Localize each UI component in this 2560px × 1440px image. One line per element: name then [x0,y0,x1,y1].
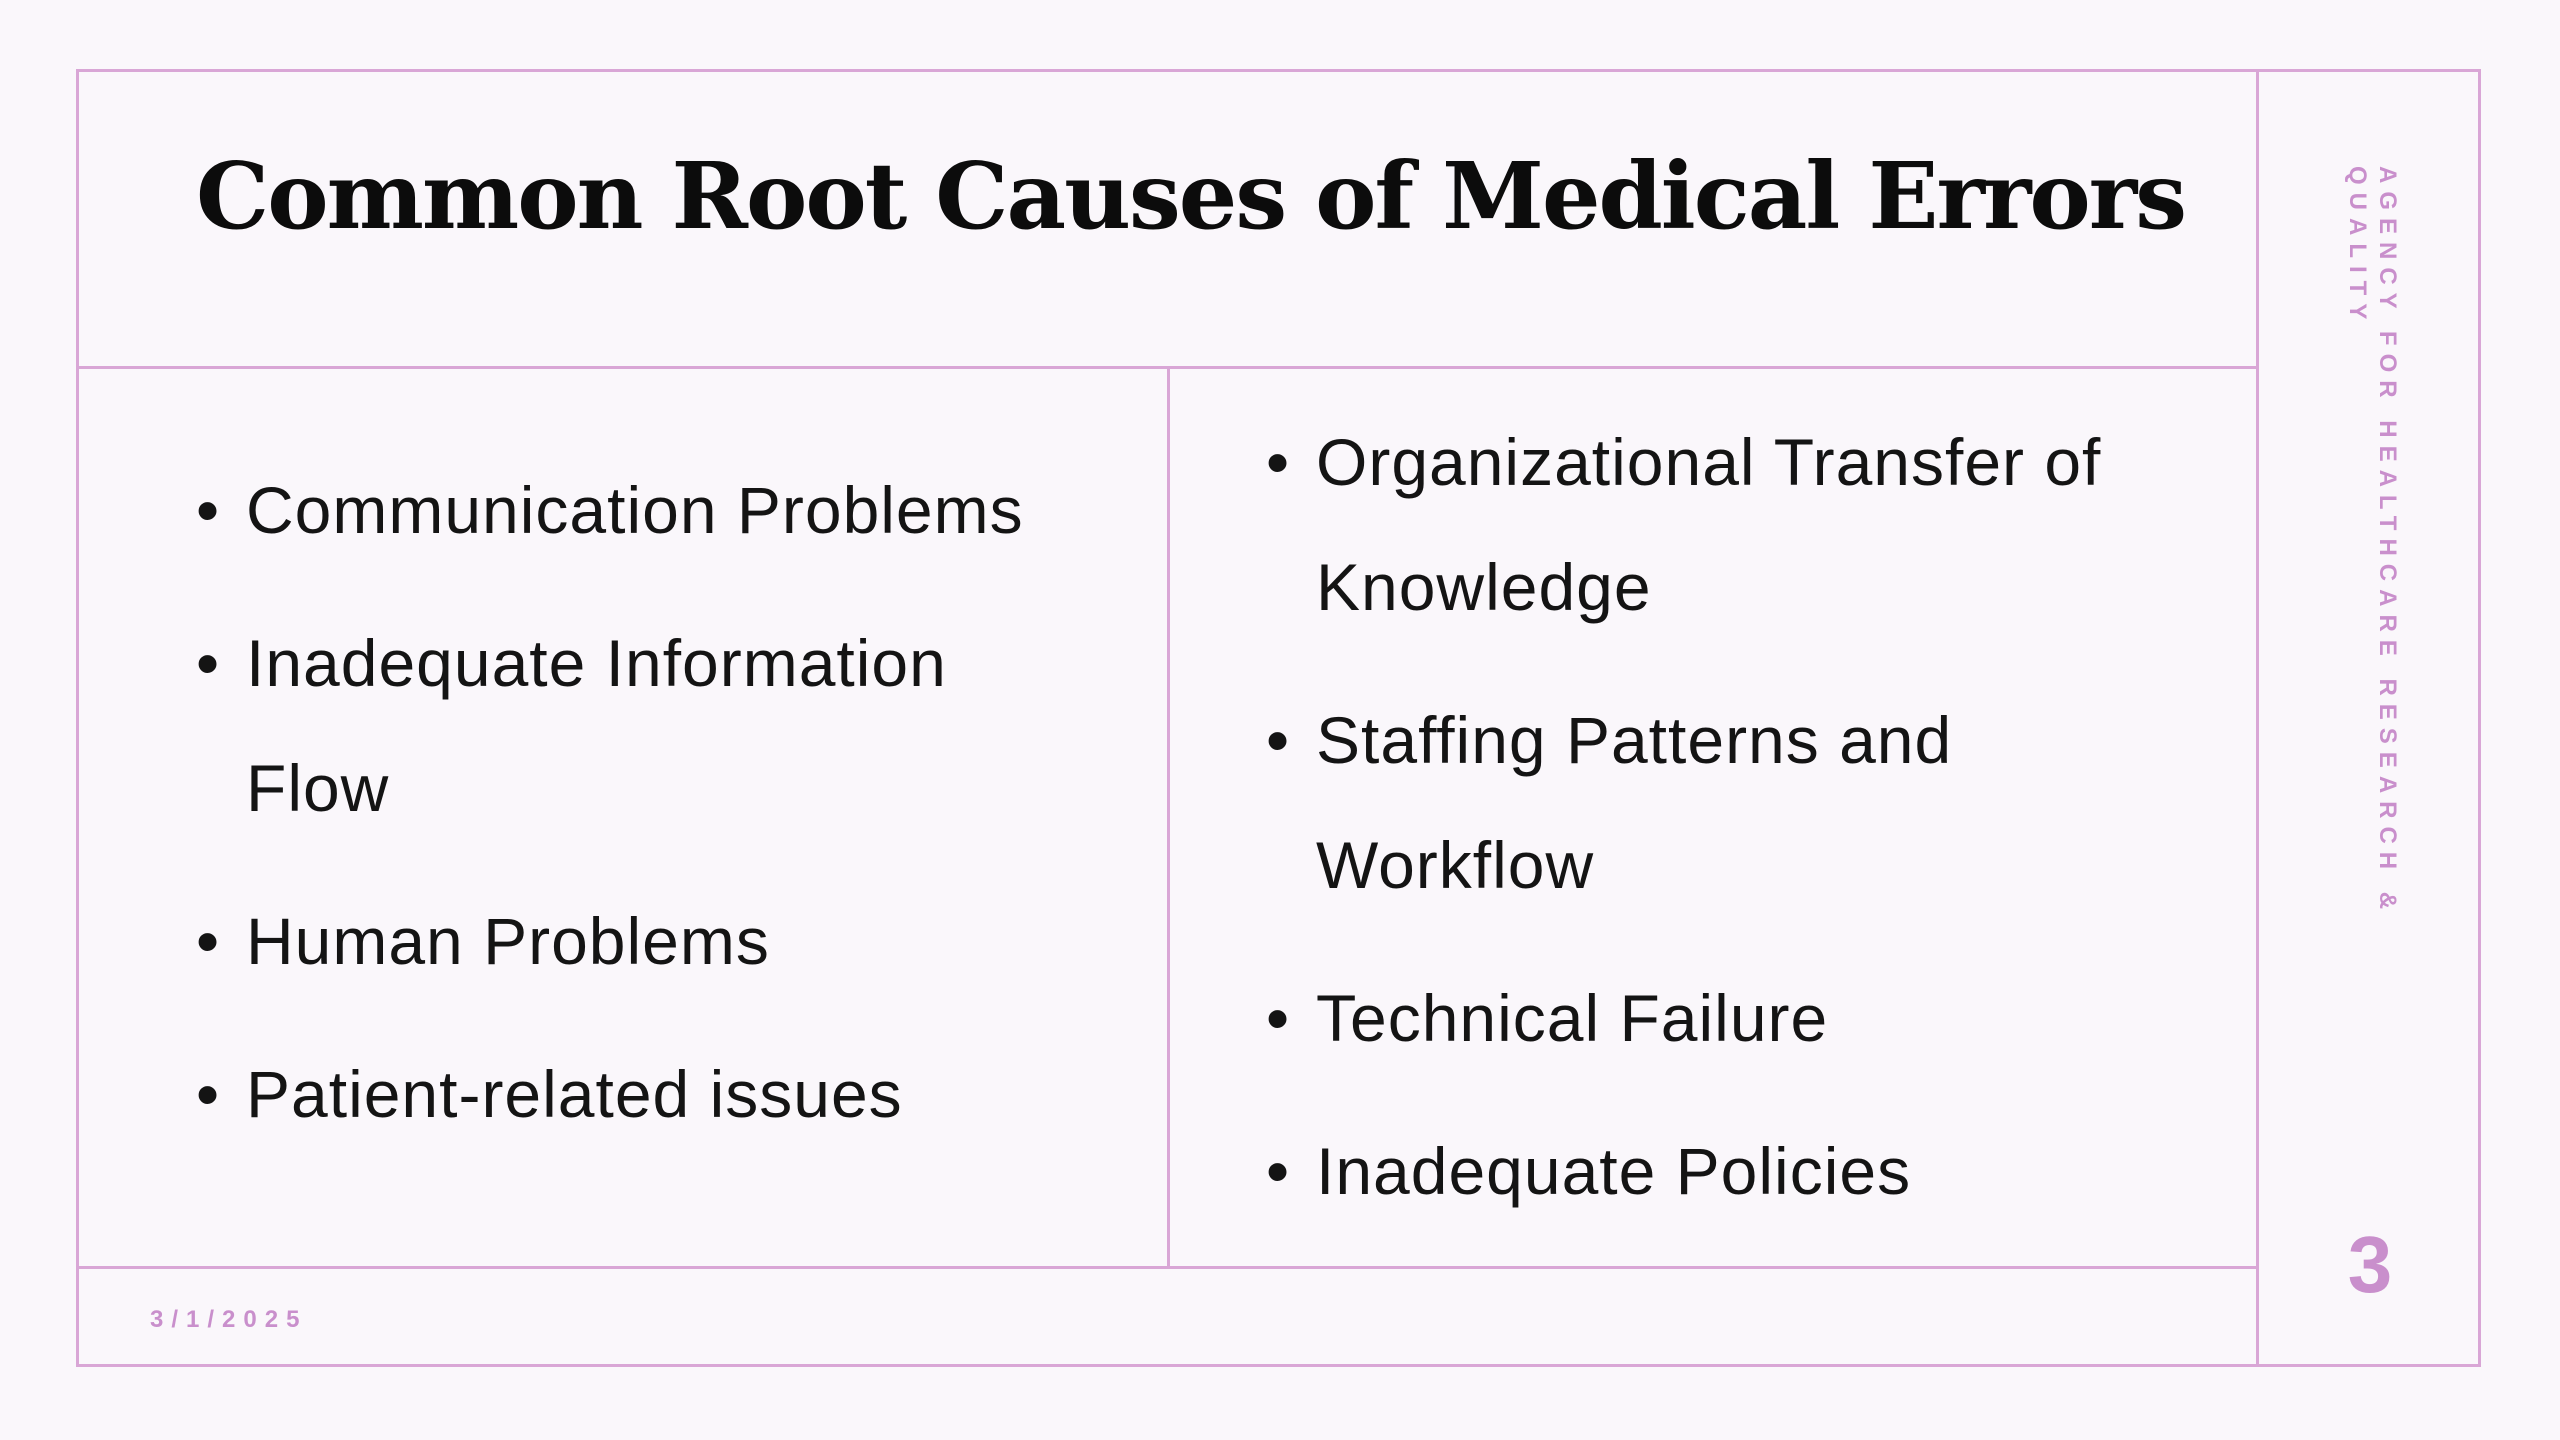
right-bullet-list [1266,400,2166,1262]
bullet-item: • Technical Failure [1266,956,2166,1081]
bullet-item: • Human Problems [196,879,1096,1004]
bullet-item: • Staffing Patterns and Workflow [1266,678,2166,928]
left-bullet-list [196,448,1096,1185]
bullet-item: • Inadequate Information Flow [196,601,1096,851]
slide-title: Common Root Causes of Medical Errors [196,142,2186,250]
column-divider [1167,366,1170,1269]
page-number: 3 [2347,1220,2393,1309]
bullet-item: • Inadequate Policies [1266,1109,2166,1234]
organization-label: AGENCY FOR HEALTHCARE RESEARCH & QUALITY [2344,166,2401,918]
bullet-item: • Patient-related issues [196,1032,1096,1157]
bullet-item: • Communication Problems [196,448,1096,573]
sidebar-divider [2256,69,2259,1367]
bullet-item: • Organizational Transfer of Knowledge [1266,400,2166,650]
slide-date: 3/1/2025 [150,1306,308,1333]
